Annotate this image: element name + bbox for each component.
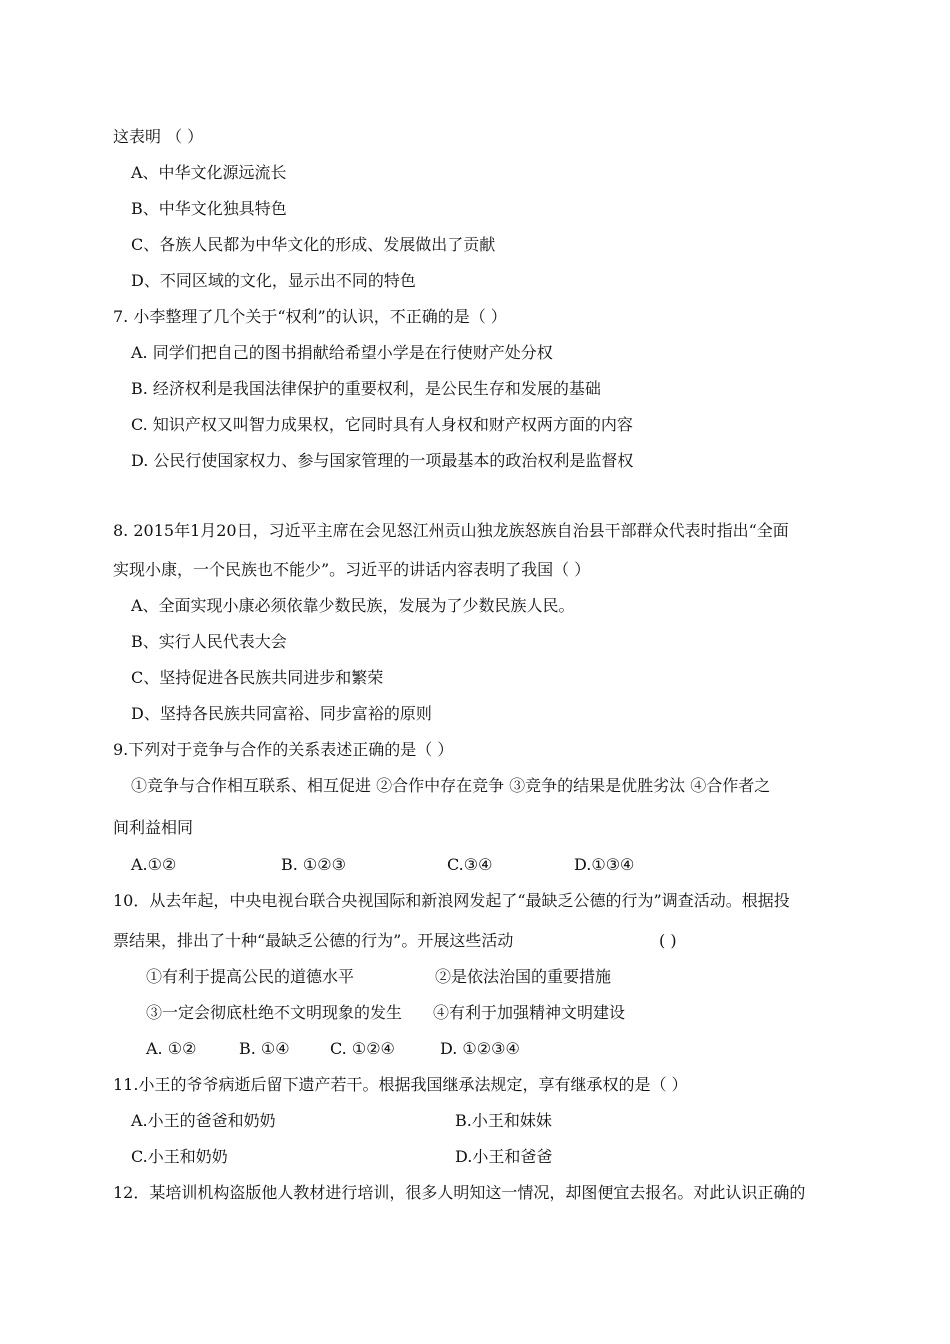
q6-option-d: D、不同区域的文化，显示出不同的特色 bbox=[131, 271, 416, 290]
q8-option-d: D、坚持各民族共同富裕、同步富裕的原则 bbox=[131, 704, 432, 723]
q9-statements-line2: 间利益相同 bbox=[113, 818, 194, 837]
q9-stem: 9.下列对于竞争与合作的关系表述正确的是（ ） bbox=[113, 740, 454, 759]
q11-option-c: C.小王和奶奶 bbox=[131, 1147, 228, 1166]
q6-stem: 这表明 （ ） bbox=[113, 127, 204, 146]
q10-statement-4: ④有利于加强精神文明建设 bbox=[433, 1003, 626, 1022]
q9-option-a: A.①② bbox=[131, 855, 177, 874]
q10-statement-2: ②是依法治国的重要措施 bbox=[435, 967, 612, 986]
q6-option-a: A、中华文化源远流长 bbox=[131, 163, 287, 182]
q10-stem-line2: 票结果，排出了十种“最缺乏公德的行为”。开展这些活动 bbox=[113, 931, 514, 950]
q8-option-a: A、全面实现小康必须依靠少数民族，发展为了少数民族人民。 bbox=[131, 596, 575, 615]
q7-option-a: A. 同学们把自己的图书捐献给希望小学是在行使财产处分权 bbox=[131, 343, 553, 362]
q6-option-c: C、各族人民都为中华文化的形成、发展做出了贡献 bbox=[131, 235, 496, 254]
q11-stem: 11.小王的爷爷病逝后留下遗产若干。根据我国继承法规定，享有继承权的是（ ） bbox=[113, 1075, 688, 1094]
q8-stem-line2: 实现小康，一个民族也不能少”。习近平的讲话内容表明了我国（ ） bbox=[113, 560, 591, 579]
q9-statements-line1: ①竞争与合作相互联系、相互促进 ②合作中存在竞争 ③竞争的结果是优胜劣汰 ④合作者之 bbox=[131, 776, 771, 795]
q7-stem: 7. 小李整理了几个关于“权利”的认识，不正确的是（ ） bbox=[113, 307, 507, 326]
q10-option-a: A. ①② bbox=[146, 1039, 197, 1058]
q12-stem: 12．某培训机构盗版他人教材进行培训，很多人明知这一情况，却图便宜去报名。对此认识正确的 bbox=[113, 1183, 806, 1202]
q8-option-c: C、坚持促进各民族共同进步和繁荣 bbox=[131, 668, 384, 687]
q7-option-d: D. 公民行使国家权力、参与国家管理的一项最基本的政治权利是监督权 bbox=[131, 451, 634, 470]
q7-option-b: B. 经济权利是我国法律保护的重要权利，是公民生存和发展的基础 bbox=[131, 379, 601, 398]
q10-option-c: C. ①②④ bbox=[330, 1039, 395, 1058]
q10-option-b: B. ①④ bbox=[239, 1039, 290, 1058]
q11-option-d: D.小王和爸爸 bbox=[455, 1147, 553, 1166]
q6-option-b: B、中华文化独具特色 bbox=[131, 199, 287, 218]
q9-option-c: C.③④ bbox=[447, 855, 493, 874]
q9-option-b: B. ①②③ bbox=[281, 855, 346, 874]
q8-stem-line1: 8. 2015年1月20日，习近平主席在会见怒江州贡山独龙族怒族自治县干部群众代表时指出“全面 bbox=[113, 521, 789, 540]
q11-option-b: B.小王和妹妹 bbox=[455, 1111, 552, 1130]
q10-option-d: D. ①②③④ bbox=[440, 1039, 520, 1058]
q10-stem-line1: 10．从去年起，中央电视台联合央视国际和新浪网发起了“最缺乏公德的行为”调查活动。根据投 bbox=[113, 891, 790, 910]
q10-answer-bracket: ( ) bbox=[659, 931, 677, 950]
q7-option-c: C. 知识产权又叫智力成果权，它同时具有人身权和财产权两方面的内容 bbox=[131, 415, 633, 434]
q9-option-d: D.①③④ bbox=[574, 855, 635, 874]
q10-statement-1: ①有利于提高公民的道德水平 bbox=[146, 967, 355, 986]
q11-option-a: A.小王的爸爸和奶奶 bbox=[131, 1111, 276, 1130]
q8-option-b: B、实行人民代表大会 bbox=[131, 632, 287, 651]
q10-statement-3: ③一定会彻底杜绝不文明现象的发生 bbox=[146, 1003, 403, 1022]
